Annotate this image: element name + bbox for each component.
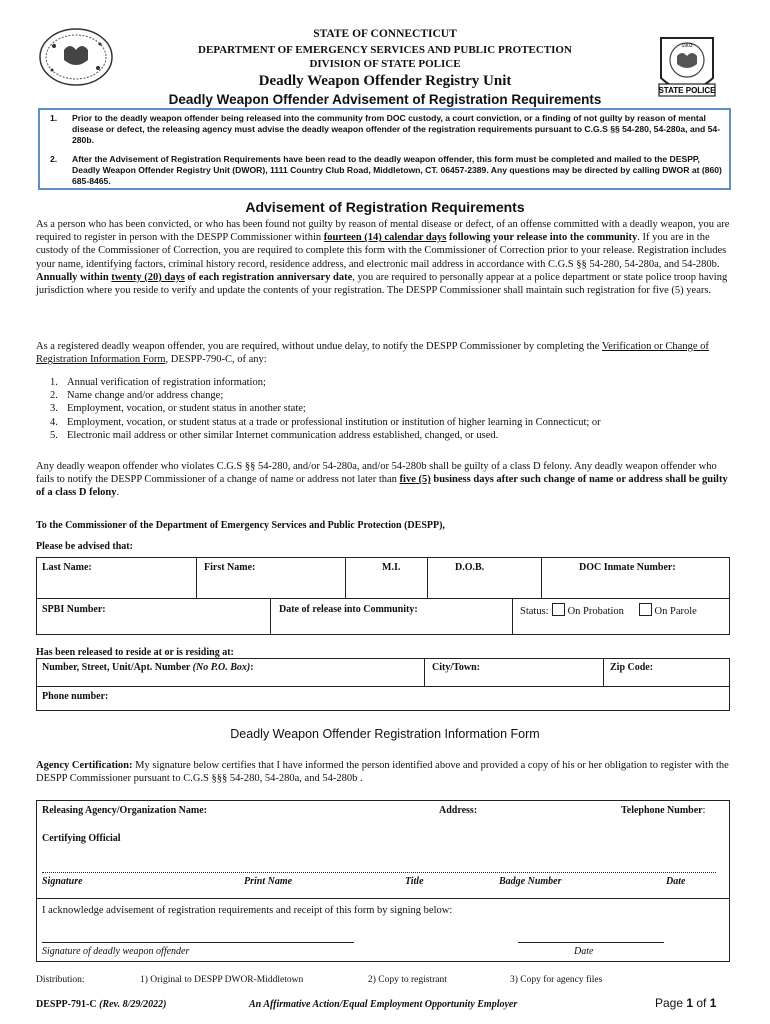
distribution-copy-2: 2) Copy to registrant <box>368 975 447 985</box>
on-probation-checkbox[interactable] <box>552 603 565 616</box>
releasing-agency-field[interactable]: Releasing Agency/Organization Name: <box>42 805 207 816</box>
equal-opportunity-statement: An Affirmative Action/Equal Employment Opportunity Employer <box>249 999 518 1010</box>
spbi-number-field[interactable]: SPBI Number: <box>42 604 106 615</box>
registration-form-heading: Deadly Weapon Offender Registration Information Form <box>230 727 540 741</box>
on-parole-checkbox[interactable] <box>639 603 652 616</box>
acknowledgement-text: I acknowledge advisement of registration requirements and receipt of this form by signing below: <box>42 905 453 916</box>
doc-inmate-number-field[interactable]: DOC Inmate Number: <box>579 562 676 573</box>
list-item: 1. Annual verification of registration information; <box>50 377 266 388</box>
notification-list <box>50 376 730 442</box>
certification-table <box>36 800 730 962</box>
advisement-heading: Advisement of Registration Requirements <box>245 199 525 215</box>
form-id: DESPP-791-C (Rev. 8/29/2022) <box>36 999 167 1010</box>
agency-telephone-field[interactable]: Telephone Number: <box>621 805 706 816</box>
title-field[interactable]: Title <box>405 876 424 887</box>
offender-date-field[interactable]: Date <box>574 946 594 957</box>
first-name-field[interactable]: First Name: <box>204 562 256 573</box>
signature-field[interactable]: Signature <box>42 876 83 887</box>
dob-field[interactable]: D.O.B. <box>455 562 485 573</box>
residence-intro: Has been released to reside at or is residing at: <box>36 647 234 658</box>
middle-initial-field[interactable]: M.I. <box>382 562 401 573</box>
list-item: 2. Name change and/or address change; <box>50 390 224 402</box>
status-field: Status: On Probation On Parole <box>520 603 697 617</box>
list-item: 3. Employment, vocation, or student status in another state; <box>50 403 306 415</box>
form-title: Deadly Weapon Offender Advisement of Registration Requirements <box>168 92 602 107</box>
date-field[interactable]: Date <box>666 876 686 887</box>
to-commissioner-line: To the Commissioner of the Department of Emergency Services and Public Protection (DESPP), <box>36 520 445 531</box>
print-name-field[interactable]: Print Name <box>244 876 293 887</box>
svg-text:STATE POLICE: STATE POLICE <box>658 86 716 95</box>
list-item: 4. Employment, vocation, or student status at a trade or professional institution or institution of higher learning in Connecticut; or <box>50 416 601 428</box>
department-name: DEPARTMENT OF EMERGENCY SERVICES AND PUBLIC PROTECTION <box>198 44 572 56</box>
release-date-field[interactable]: Date of release into Community: <box>279 604 418 615</box>
agency-address-field[interactable]: Address: <box>439 805 478 816</box>
please-advised: Please be advised that: <box>36 541 133 552</box>
distribution-copy-3: 3) Copy for agency files <box>510 975 603 985</box>
advisement-paragraph-1: As a person who has been convicted, or who has been found not guilty by reason of mental disease or defect, of an offense committed with a deadly weapon, you are required to register in person with the DESPP Commissioner within fourteen (14) calendar days following your release into the community. If you are in the custody of the Commissioner of Correction, you are required to complete this form with the Commissioner of Correction prior to your release. Registration includes your name, identifying factors, criminal history record, residence address, and electronic mail address in accordance with C.G.S §§ 54-280, 54-280a, and 54-280b. Annually within twenty (20) days of each registration anniversary date, you are required to personally appear at a police department or state police troop having jurisdiction where you reside to verify and update the contents of your registration. The DESPP Commissioner shall maintain such registration for five (5) years. <box>36 219 730 297</box>
list-item: 5. Electronic mail address or other similar Internet communication address established, changed, or used. <box>50 429 499 441</box>
city-town-field[interactable]: City/Town: <box>432 662 480 673</box>
badge-number-field[interactable]: Badge Number <box>499 876 562 887</box>
svg-text:1903: 1903 <box>681 43 693 49</box>
certifying-official-label: Certifying Official <box>42 833 121 844</box>
distribution-copy-1: 1) Original to DESPP DWOR-Middletown <box>140 975 304 985</box>
instruction-2: 2. After the Advisement of Registration Requirements have been read to the deadly weapon offender, this form must be completed and mailed to the DESPP, Deadly Weapon Offender Registry Unit (DWOR), 1111 Country Club Road, Middletown, CT. 06457-2389. Any questions may be directed by calling DWOR at (860) 685-8465. <box>50 154 722 186</box>
distribution-label: Distribution: <box>36 975 85 985</box>
page-indicator: Page 1 of 1 <box>655 996 717 1010</box>
street-address-field[interactable]: Number, Street, Unit/Apt. Number (No P.O. Box): <box>42 662 254 673</box>
advisement-paragraph-3: Any deadly weapon offender who violates C.G.S §§ 54-280, and/or 54-280a, and/or 54-280b shall be guilty of a class D felony. Any deadly weapon offender who fails to notify the DESPP Commissioner of a change of name or address not later than five (5) business days after such change of name or address shall be guilty of a class D felony. <box>36 461 728 499</box>
advisement-paragraph-2: As a registered deadly weapon offender, you are required, without undue delay, to notify the DESPP Commissioner by completing the Verification or Change of Registration Information Form, DESPP-790-C, of any: <box>36 341 709 366</box>
agency-certification: Agency Certification: My signature below certifies that I have informed the person identified above and provided a copy of his or her obligation to register with the DESPP Commissioner pursuant to C.G.S §§§ 54-280, 54-280a, and 54-280b . <box>36 760 729 785</box>
last-name-field[interactable]: Last Name: <box>42 562 92 573</box>
offender-signature-field[interactable]: Signature of deadly weapon offender <box>42 946 190 957</box>
state-name: STATE OF CONNECTICUT <box>313 28 457 40</box>
instruction-box <box>38 108 731 190</box>
zip-code-field[interactable]: Zip Code: <box>610 662 654 673</box>
division-name: DIVISION OF STATE POLICE <box>309 58 461 70</box>
instruction-1: 1. Prior to the deadly weapon offender being released into the community from DOC custody, a court conviction, or a finding of not guilty by reason of mental disease or defect, the releasing agency must advise the deadly weapon offender of the registration requirements pursuant to C.G.S §§ 54-280, 54-280a, and 54-280b. <box>50 113 721 145</box>
unit-name: Deadly Weapon Offender Registry Unit <box>258 73 512 89</box>
phone-number-field[interactable]: Phone number: <box>42 691 109 702</box>
